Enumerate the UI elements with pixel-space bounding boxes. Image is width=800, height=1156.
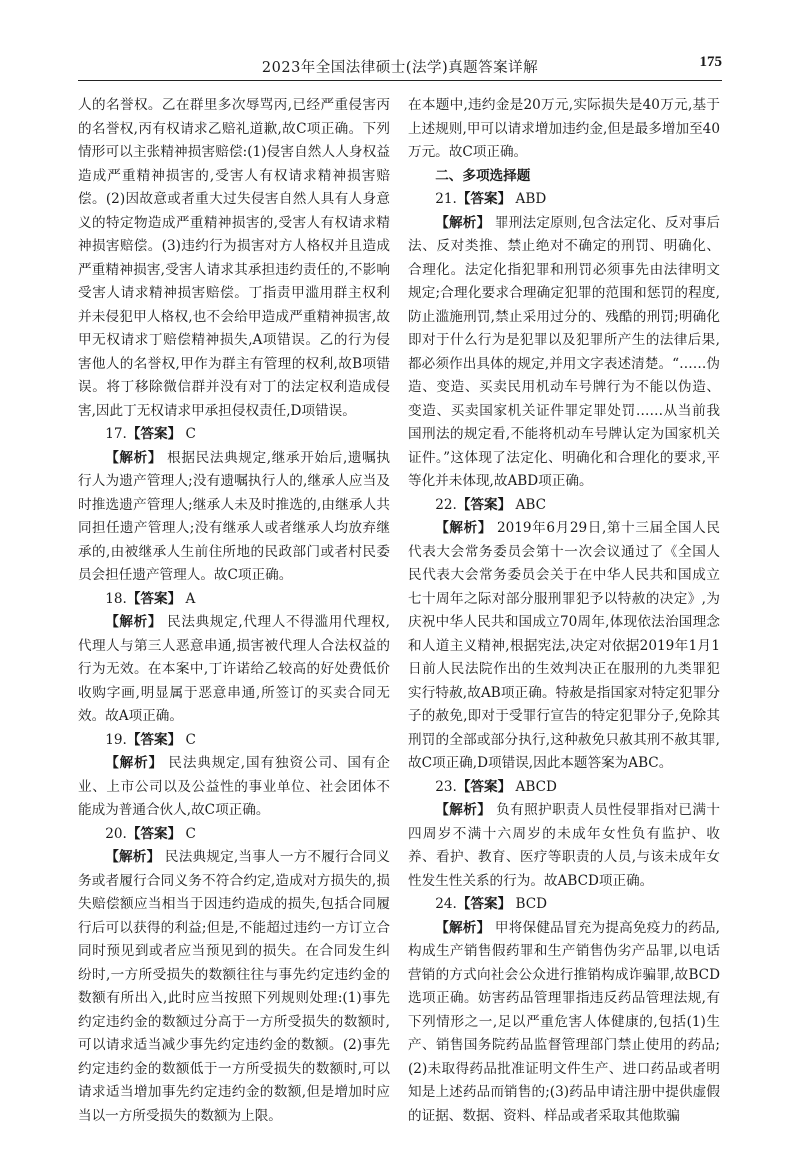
q18-analysis-label: 【解析】 — [105, 614, 163, 630]
q17-answer-line — [78, 423, 390, 447]
q24-analysis-label: 【解析】 — [435, 919, 491, 936]
q17-analysis: 根据民法典规定,继承开始后,遗嘱执行人为遗产管理人;没有遗嘱执行人的,继承人应当及时推选遗产管理人;继承人未及时推选的,由继承人共同担任遗产管理人;没有继承人或者继承人均放弃继承的,由被继承人生前住所地的民政部门或者村民委员会担任遗产管理人。故C项正确。 — [78, 449, 390, 583]
q23-analysis-paragraph — [408, 799, 720, 893]
q19-answer-line — [78, 729, 390, 753]
q19-answer: C — [185, 731, 196, 748]
q18-answer: A — [185, 590, 196, 607]
q22-answer-line — [408, 494, 720, 518]
q21-answer: ABD — [515, 191, 547, 207]
q22-analysis-label: 【解析】 — [435, 520, 493, 536]
q20-continuation: 在本题中,违约金是20万元,实际损失是40万元,基于上述规则,甲可以请求增加违约金,但是最多增加至40万元。故C项正确。 — [408, 97, 720, 160]
q18-answer-line — [78, 588, 390, 612]
q21-answer-line — [408, 188, 720, 212]
q23-answer-line — [408, 776, 720, 800]
q24-answer: BCD — [515, 896, 548, 912]
q21-answer-label: 【答案】 — [456, 191, 512, 207]
q17-analysis-label: 【解析】 — [105, 449, 163, 466]
q17-answer-label: 【答案】 — [126, 426, 182, 442]
q20-analysis-paragraph — [78, 846, 390, 1128]
paragraph-intro: 人的名誉权。乙在群里多次辱骂丙,已经严重侵害丙的名誉权,丙有权请求乙赔礼道歉,故C项正确。下列情形可以主张精神损害赔偿:(1)侵害自然人人身权益造成严重精神损害的,受害人有权请求精神损害赔偿。(2)因故意或者重大过失侵害自然人具有人身意义的特定物造成严重精神损害的,受害人有权请求精神损害赔偿。(3)违约行为损害对方人格权并且造成严重精神损害,受害人请求其承担违约责任的,不影响受害人请求精神损害赔偿。丁指责甲滥用群主权利并未侵犯甲人格权,也不会给甲造成严重精神损害,故甲无权请求丁赔偿精神损失,A项错误。乙的行为侵害他人的名誉权,甲作为群主有管理的权利,故B项错误。将丁移除微信群并没有对丁的法定权利造成侵害,因此丁无权请求甲承担侵权责任,D项错误。 — [78, 97, 390, 419]
q19-answer-label: 【答案】 — [126, 731, 182, 748]
q18-answer-label: 【答案】 — [126, 590, 182, 607]
page-number: 175 — [699, 54, 722, 70]
q21-analysis: 罪刑法定原则,包含法定化、反对事后法、反对类推、禁止绝对不确定的刑罚、明确化、合理化。法定化指犯罪和刑罚必须事先由法律明文规定;合理化要求合理确定犯罪的范围和惩罚的程度,防止滥施刑罚,禁止采用过分的、残酷的刑罚;明确化即对于什么行为是犯罪以及犯罪所产生的法律后果,都必须作出具体的规定,并用文字表述清楚。“……伪造、变造、买卖民用机动车号牌行为不能以伪造、变造、买卖国家机关证件罪定罪处罚……从当前我国刑法的规定看,不能将机动车号牌认定为国家机关证件。”这体现了法定化、明确化和合理化的要求,平等化并未体现,故ABD项正确。 — [408, 214, 721, 489]
header-title: 2023年全国法律硕士(法学)真题答案详解 — [261, 60, 539, 76]
q19-analysis-label: 【解析】 — [105, 755, 164, 771]
q24-number: 24. — [435, 896, 457, 912]
page-header — [78, 54, 722, 81]
q18-analysis: 民法典规定,代理人不得滥用代理权,代理人与第三人恶意串通,损害被代理人合法权益的行为无效。在本案中,丁许诺给乙较高的好处费低价收购字画,明显属于恶意串通,所签订的买卖合同无效。故A项正确。 — [78, 614, 390, 724]
q22-analysis: 2019年6月29日,第十三届全国人民代表大会常务委员会第十一次会议通过了《全国人民代表大会常务委员会关于在中华人民共和国成立七十周年之际对部分服刑罪犯予以特赦的决定》,为庆祝中华人民共和国成立70周年,体现依法治国理念和人道主义精神,根据宪法,决定对依据2019年1月1日前人民法院作出的生效判决正在服刑的九类罪犯实行特赦,故AB项正确。特赦是指国家对特定犯罪分子的赦免,即对于受罪行宣告的特定犯罪分子,免除其刑罚的全部或部分执行,这种赦免只赦其刑不赦其罪,故C项正确,D项错误,因此本题答案为ABC。 — [408, 520, 720, 771]
q20-analysis: 民法典规定,当事人一方不履行合同义务或者履行合同义务不符合约定,造成对方损失的,损失赔偿额应当相当于因违约造成的损失,包括合同履行后可以获得的利益;但是,不能超过违约一方订立合同时预见到或者应当预见到的损失。在合同发生纠纷时,一方所受损失的数额往往与事先约定违约金的数额有所出入,此时应当按照下列规则处理:(1)事先约定违约金的数额过分高于一方所受损失的数额时,可以请求适当减少事先约定违约金的数额。(2)事先约定违约金的数额低于一方所受损失的数额时,可以请求适当增加事先约定违约金的数额,但是增加时应当以一方所受损失的数额为上限。 — [78, 849, 391, 1124]
body-columns — [78, 94, 722, 1126]
q17-number: 17. — [105, 426, 127, 442]
q17-analysis-paragraph — [78, 447, 390, 588]
q23-answer: ABCD — [515, 778, 557, 795]
q22-number: 22. — [435, 496, 457, 513]
q19-analysis-paragraph — [78, 752, 390, 823]
q24-analysis-paragraph — [408, 917, 720, 1129]
q24-answer-label: 【答案】 — [456, 896, 512, 912]
q21-analysis-label: 【解析】 — [435, 214, 491, 231]
q23-answer-label: 【答案】 — [456, 778, 512, 795]
q22-analysis-paragraph — [408, 517, 720, 776]
q17-answer: C — [185, 426, 196, 442]
q20-analysis-label: 【解析】 — [105, 849, 161, 865]
q20-answer: C — [185, 825, 196, 842]
q19-analysis: 民法典规定,国有独资公司、国有企业、上市公司以及公益性的事业单位、社会团体不能成为普通合伙人,故C项正确。 — [78, 755, 390, 818]
q21-analysis-paragraph — [408, 212, 720, 494]
q20-answer-line — [78, 823, 390, 847]
q20-number: 20. — [105, 825, 127, 842]
q22-answer-label: 【答案】 — [456, 496, 512, 513]
right-column — [408, 94, 720, 1128]
left-column — [78, 94, 390, 1128]
q24-analysis: 甲将保健品冒充为提高免疫力的药品,构成生产销售假药罪和生产销售伪劣产品罪,以电话营销的方式向社会公众进行推销构成诈骗罪,故BCD选项正确。妨害药品管理罪指违反药品管理法规,有下列情形之一,足以严重危害人体健康的,包括(1)生产、销售国务院药品监督管理部门禁止使用的药品;(2)未取得药品批准证明文件生产、进口药品或者明知是上述药品而销售的;(3)药品申请注册中提供虚假的证据、数据、资料、样品或者采取其他欺骗 — [408, 919, 721, 1124]
q18-number: 18. — [105, 590, 127, 607]
q21-number: 21. — [435, 191, 457, 207]
q23-number: 23. — [435, 778, 457, 795]
q20-answer-label: 【答案】 — [126, 825, 182, 842]
q22-answer: ABC — [515, 496, 546, 513]
q19-number: 19. — [105, 731, 127, 748]
q24-answer-line — [408, 893, 720, 917]
q18-analysis-paragraph — [78, 611, 390, 729]
q23-analysis-label: 【解析】 — [435, 802, 492, 818]
section-heading: 二、多项选择题 — [435, 167, 531, 184]
q23-analysis: 负有照护职责人员性侵罪指对已满十四周岁不满十六周岁的未成年女性负有监护、收养、看护、教育、医疗等职责的人员,与该未成年女性发生性关系的行为。故ABCD项正确。 — [408, 802, 721, 889]
